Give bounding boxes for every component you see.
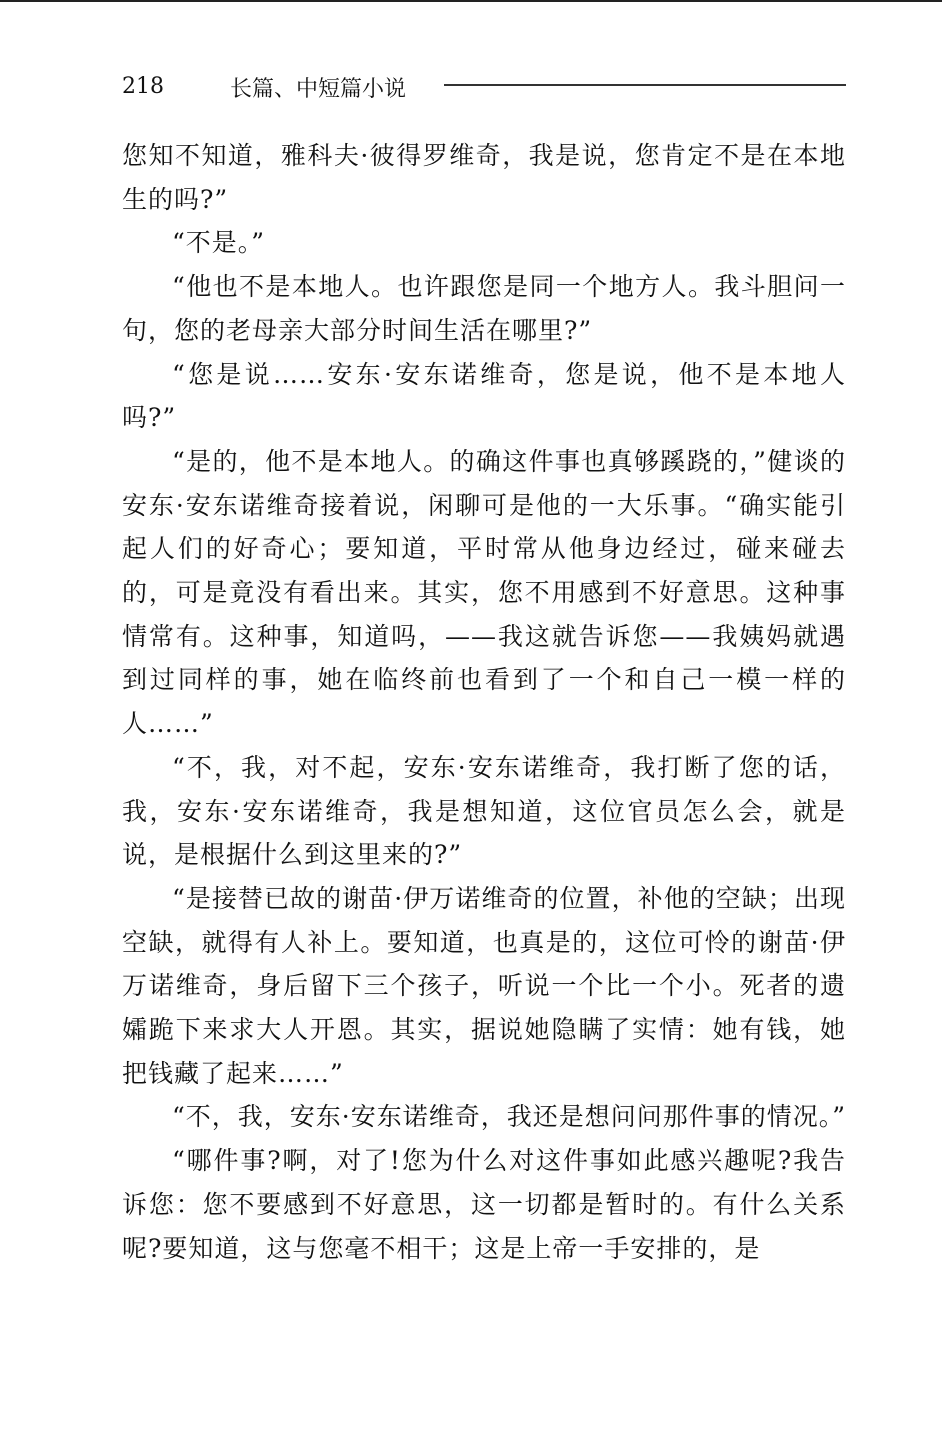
- paragraph-8: “不，我，安东·安东诺维奇，我还是想问问那件事的情况。”: [172, 1102, 847, 1132]
- body-text: [122, 134, 846, 1270]
- book-title: 长篇、中短篇小说: [230, 77, 407, 102]
- running-header: [122, 70, 846, 106]
- paragraph-2: “不是。”: [172, 228, 266, 258]
- paragraph-3: “他也不是本地人。也许跟您是同一个地方人。我斗胆问一句，您的老母亲大部分时间生活在哪里?”: [122, 272, 846, 345]
- page-number: 218: [122, 74, 164, 99]
- page-top-border: [0, 0, 942, 2]
- paragraph-1: 您知不知道，雅科夫·彼得罗维奇，我是说，您肯定不是在本地生的吗?”: [122, 141, 846, 214]
- paragraph-4: “您是说……安东·安东诺维奇，您是说，他不是本地人吗?”: [122, 359, 846, 433]
- header-rule: [444, 84, 846, 86]
- paragraph-6: “不，我，对不起，安东·安东诺维奇，我打断了您的话，我，安东·安东诺维奇，我是想知道，这位官员怎么会，就是说，是根据什么到这里来的?”: [122, 752, 846, 870]
- paragraph-7: “是接替已故的谢苗·伊万诺维奇的位置，补他的空缺；出现空缺，就得有人补上。要知道，也真是的，这位可怜的谢苗·伊万诺维奇，身后留下三个孩子，听说一个比一个小。死者的遗孀跪下来求大人开恩。其实，据说她隐瞒了实情：她有钱，她把钱藏了起来……”: [122, 883, 846, 1088]
- paragraph-5: “是的，他不是本地人。的确这件事也真够蹊跷的，”健谈的安东·安东诺维奇接着说，闲聊可是他的一大乐事。“确实能引起人们的好奇心；要知道，平时常从他身边经过，碰来碰去的，可是竟没有看出来。其实，您不用感到不好意思。这种事情常有。这种事，知道吗，——我这就告诉您——我姨妈就遇到过同样的事，她在临终前也看到了一个和自己一模一样的人……”: [122, 446, 846, 739]
- paragraph-9: “哪件事?啊，对了!您为什么对这件事如此感兴趣呢?我告诉您：您不要感到不好意思，这一切都是暂时的。有什么关系呢?要知道，这与您毫不相干；这是上帝一手安排的，是: [122, 1146, 846, 1263]
